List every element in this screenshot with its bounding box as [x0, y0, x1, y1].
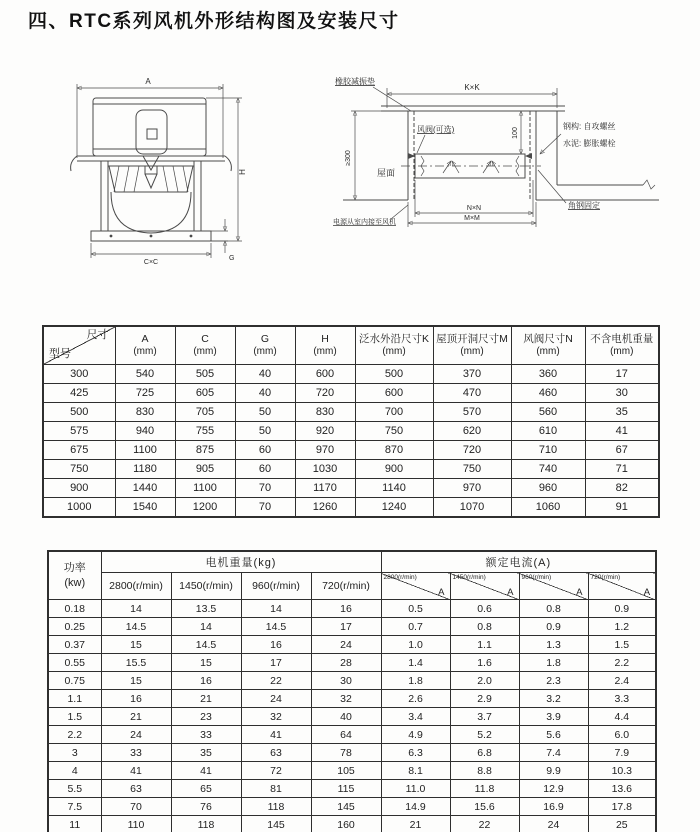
table-cell: 920	[295, 422, 355, 441]
dim-nn-label: N×N	[466, 205, 482, 212]
fan-front-view-drawing	[57, 70, 342, 272]
table-cell: 17	[241, 654, 311, 672]
table-cell: 6.8	[450, 744, 519, 762]
table-cell: 17	[311, 618, 381, 636]
cement-fixing-label: 水泥: 膨胀螺栓	[563, 139, 616, 148]
table-cell: 700	[355, 403, 433, 422]
motor-table-body	[48, 600, 656, 832]
table-cell: 41	[241, 726, 311, 744]
table-cell: 60	[235, 441, 295, 460]
table-cell: 24	[311, 636, 381, 654]
table-cell: 6.0	[588, 726, 656, 744]
table-cell: 33	[101, 744, 171, 762]
table-cell: 2.9	[450, 690, 519, 708]
table-cell: 76	[171, 798, 241, 816]
table-cell: 1.6	[450, 654, 519, 672]
table-cell: 1170	[295, 479, 355, 498]
table-cell: 3.7	[450, 708, 519, 726]
table-cell: 540	[115, 365, 175, 384]
table-cell: 1260	[295, 498, 355, 518]
dim-h-label: H	[238, 169, 247, 175]
dim-g-label: G	[229, 255, 235, 262]
model-cell: 300	[43, 365, 115, 384]
table-cell: 14	[101, 600, 171, 618]
table-cell: 1180	[115, 460, 175, 479]
table-cell: 40	[235, 365, 295, 384]
table-cell: 370	[433, 365, 511, 384]
table-cell: 14.5	[101, 618, 171, 636]
table-cell: 14.5	[171, 636, 241, 654]
power-cell: 0.55	[48, 654, 101, 672]
table-cell: 605	[175, 384, 235, 403]
table-cell: 41	[585, 422, 659, 441]
table-cell: 7.4	[519, 744, 588, 762]
model-cell: 675	[43, 441, 115, 460]
table-cell: 9.9	[519, 762, 588, 780]
table-cell: 0.6	[450, 600, 519, 618]
table-cell: 1100	[175, 479, 235, 498]
table-cell: 16	[101, 690, 171, 708]
table-cell: 64	[311, 726, 381, 744]
table-row	[48, 762, 656, 780]
table-cell: 1100	[115, 441, 175, 460]
column-header: H (mm)	[295, 326, 355, 365]
table-cell: 3.4	[381, 708, 450, 726]
power-cell: 1.5	[48, 708, 101, 726]
table-row	[43, 384, 659, 403]
table-cell: 50	[235, 403, 295, 422]
table-cell: 70	[235, 479, 295, 498]
table-cell: 2.0	[450, 672, 519, 690]
table-cell: 28	[311, 654, 381, 672]
table-row	[48, 744, 656, 762]
roof-label: 屋面	[377, 168, 396, 178]
table-cell: 72	[241, 762, 311, 780]
model-cell: 900	[43, 479, 115, 498]
group-header-current: 额定电流(A)	[381, 551, 656, 573]
table-cell: 145	[241, 816, 311, 832]
weight-col-header: 960(r/min)	[241, 573, 311, 600]
table-cell: 21	[171, 690, 241, 708]
column-header: 风阀尺寸N (mm)	[511, 326, 585, 365]
table-cell: 21	[381, 816, 450, 832]
table-cell: 11.8	[450, 780, 519, 798]
table-cell: 7.9	[588, 744, 656, 762]
table-cell: 16.9	[519, 798, 588, 816]
table-cell: 725	[115, 384, 175, 403]
table-cell: 81	[241, 780, 311, 798]
table-cell: 0.9	[519, 618, 588, 636]
table-cell: 875	[175, 441, 235, 460]
table-cell: 16	[241, 636, 311, 654]
current-col-header: 960(r/min) A	[519, 573, 588, 600]
table-cell: 25	[588, 816, 656, 832]
table-cell: 145	[311, 798, 381, 816]
table-cell: 50	[235, 422, 295, 441]
current-col-header: 1450(r/min) A	[450, 573, 519, 600]
table-cell: 118	[241, 798, 311, 816]
table-cell: 905	[175, 460, 235, 479]
table-cell: 1.8	[381, 672, 450, 690]
table-cell: 70	[235, 498, 295, 518]
table-row	[48, 780, 656, 798]
table-cell: 63	[101, 780, 171, 798]
table-cell: 11.0	[381, 780, 450, 798]
table-cell: 600	[355, 384, 433, 403]
table-cell: 3.9	[519, 708, 588, 726]
table-cell: 65	[171, 780, 241, 798]
table-cell: 1.3	[519, 636, 588, 654]
table-cell: 78	[311, 744, 381, 762]
table-row	[48, 618, 656, 636]
model-cell: 575	[43, 422, 115, 441]
table-cell: 41	[171, 762, 241, 780]
table-cell: 600	[295, 365, 355, 384]
table-cell: 35	[171, 744, 241, 762]
table-cell: 24	[519, 816, 588, 832]
table-row	[48, 600, 656, 618]
table-cell: 22	[241, 672, 311, 690]
table-cell: 30	[311, 672, 381, 690]
table-cell: 750	[433, 460, 511, 479]
table-cell: 5.6	[519, 726, 588, 744]
table-cell: 32	[311, 690, 381, 708]
power-cell: 5.5	[48, 780, 101, 798]
table-cell: 118	[171, 816, 241, 832]
table-cell: 1060	[511, 498, 585, 518]
table-cell: 24	[101, 726, 171, 744]
table-cell: 1030	[295, 460, 355, 479]
power-cell: 0.25	[48, 618, 101, 636]
installation-section-drawing	[333, 74, 700, 234]
table-cell: 3.3	[588, 690, 656, 708]
table-cell: 1070	[433, 498, 511, 518]
table-row	[43, 441, 659, 460]
table-cell: 14.9	[381, 798, 450, 816]
table-cell: 970	[433, 479, 511, 498]
table-cell: 2.2	[588, 654, 656, 672]
table-cell: 14	[241, 600, 311, 618]
table-cell: 15	[101, 636, 171, 654]
weight-col-header: 1450(r/min)	[171, 573, 241, 600]
table-row	[48, 708, 656, 726]
table-cell: 1.4	[381, 654, 450, 672]
table-cell: 900	[355, 460, 433, 479]
table-cell: 8.8	[450, 762, 519, 780]
table-cell: 705	[175, 403, 235, 422]
table-cell: 0.8	[519, 600, 588, 618]
dimension-table-section	[42, 325, 658, 518]
table-cell: 720	[295, 384, 355, 403]
table-cell: 1440	[115, 479, 175, 498]
table-cell: 23	[171, 708, 241, 726]
power-cell: 4	[48, 762, 101, 780]
table-cell: 16	[311, 600, 381, 618]
column-header: G (mm)	[235, 326, 295, 365]
weight-col-header: 720(r/min)	[311, 573, 381, 600]
table-cell: 2.6	[381, 690, 450, 708]
group-header-weight: 电机重量(kg)	[101, 551, 381, 573]
power-cell: 0.37	[48, 636, 101, 654]
table-cell: 0.9	[588, 600, 656, 618]
table-cell: 460	[511, 384, 585, 403]
table-cell: 505	[175, 365, 235, 384]
table-cell: 30	[585, 384, 659, 403]
table-cell: 610	[511, 422, 585, 441]
table-row	[43, 422, 659, 441]
table-cell: 40	[235, 384, 295, 403]
table-cell: 570	[433, 403, 511, 422]
table-cell: 12.9	[519, 780, 588, 798]
table-cell: 750	[355, 422, 433, 441]
table-cell: 560	[511, 403, 585, 422]
table-cell: 0.5	[381, 600, 450, 618]
table-cell: 71	[585, 460, 659, 479]
table-cell: 67	[585, 441, 659, 460]
power-cell: 3	[48, 744, 101, 762]
table-cell: 0.8	[450, 618, 519, 636]
table-cell: 15	[101, 672, 171, 690]
corner-label-size: 尺寸	[86, 329, 109, 341]
model-cell: 500	[43, 403, 115, 422]
table-row	[43, 460, 659, 479]
dim-a-label: A	[145, 77, 151, 86]
table-cell: 63	[241, 744, 311, 762]
table-cell: 2.3	[519, 672, 588, 690]
table-cell: 105	[311, 762, 381, 780]
table-row	[48, 690, 656, 708]
table-cell: 960	[511, 479, 585, 498]
damper-label: 风阀(可选)	[417, 125, 455, 134]
table-cell: 5.2	[450, 726, 519, 744]
table-cell: 1200	[175, 498, 235, 518]
table-cell: 4.9	[381, 726, 450, 744]
table-cell: 500	[355, 365, 433, 384]
table-row	[48, 636, 656, 654]
power-cell: 0.18	[48, 600, 101, 618]
column-header: 不含电机重量 (mm)	[585, 326, 659, 365]
table-cell: 17	[585, 365, 659, 384]
table-cell: 1.0	[381, 636, 450, 654]
power-cell: 0.75	[48, 672, 101, 690]
table-cell: 13.6	[588, 780, 656, 798]
table-cell: 870	[355, 441, 433, 460]
table-cell: 24	[241, 690, 311, 708]
table-cell: 60	[235, 460, 295, 479]
power-cell: 11	[48, 816, 101, 832]
motor-table-section	[47, 550, 655, 832]
model-cell: 1000	[43, 498, 115, 518]
power-header: 功率 (kw)	[48, 551, 101, 600]
dim-cc-label: C×C	[143, 259, 159, 266]
table-cell: 1.1	[450, 636, 519, 654]
table-cell: 10.3	[588, 762, 656, 780]
table-cell: 15	[171, 654, 241, 672]
steel-fixing-label: 钢构: 自攻螺丝	[563, 122, 616, 131]
table-row	[43, 479, 659, 498]
table-cell: 40	[311, 708, 381, 726]
table-row	[48, 726, 656, 744]
table-cell: 160	[311, 816, 381, 832]
table-row	[48, 816, 656, 832]
table-row	[48, 672, 656, 690]
table-row	[43, 498, 659, 518]
table-row	[48, 654, 656, 672]
dimensions-table	[42, 325, 660, 518]
table-cell: 620	[433, 422, 511, 441]
angle-steel-label: 角钢固定	[568, 201, 600, 210]
model-cell: 425	[43, 384, 115, 403]
table-cell: 70	[101, 798, 171, 816]
rubber-pad-label: 橡胶减振垫	[335, 77, 375, 86]
current-col-header: 2800(r/min) A	[381, 573, 450, 600]
table-cell: 115	[311, 780, 381, 798]
table-cell: 2.4	[588, 672, 656, 690]
table-cell: 41	[101, 762, 171, 780]
corner-label-model: 型号	[49, 348, 71, 361]
column-header: C (mm)	[175, 326, 235, 365]
table-cell: 1.5	[588, 636, 656, 654]
table-cell: 830	[115, 403, 175, 422]
table-cell: 35	[585, 403, 659, 422]
model-cell: 750	[43, 460, 115, 479]
table-cell: 1240	[355, 498, 433, 518]
table-cell: 17.8	[588, 798, 656, 816]
table-cell: 13.5	[171, 600, 241, 618]
page-title: 四、RTC系列风机外形结构图及安装尺寸	[28, 11, 400, 32]
table-cell: 14	[171, 618, 241, 636]
table-cell: 16	[171, 672, 241, 690]
table-row	[43, 365, 659, 384]
table-cell: 720	[433, 441, 511, 460]
table-cell: 830	[295, 403, 355, 422]
power-cell: 1.1	[48, 690, 101, 708]
table-row	[48, 798, 656, 816]
table-cell: 3.2	[519, 690, 588, 708]
dimensions-table-body	[43, 365, 659, 518]
table-cell: 940	[115, 422, 175, 441]
corner-header-cell	[43, 326, 115, 365]
power-cell: 7.5	[48, 798, 101, 816]
power-cell: 2.2	[48, 726, 101, 744]
dim-mm-label: M×M	[464, 215, 480, 222]
table-cell: 755	[175, 422, 235, 441]
table-cell: 82	[585, 479, 659, 498]
table-cell: 1.8	[519, 654, 588, 672]
table-cell: 4.4	[588, 708, 656, 726]
dim-300-label: ≥300	[345, 150, 352, 166]
table-cell: 32	[241, 708, 311, 726]
weight-col-header: 2800(r/min)	[101, 573, 171, 600]
table-cell: 1140	[355, 479, 433, 498]
table-cell: 470	[433, 384, 511, 403]
table-cell: 360	[511, 365, 585, 384]
column-header: 屋顶开洞尺寸M (mm)	[433, 326, 511, 365]
table-cell: 1540	[115, 498, 175, 518]
table-cell: 15.6	[450, 798, 519, 816]
table-cell: 110	[101, 816, 171, 832]
table-row	[43, 403, 659, 422]
power-lead-label: 电源从室内接至风机	[333, 219, 396, 226]
table-cell: 15.5	[101, 654, 171, 672]
table-cell: 91	[585, 498, 659, 518]
column-header: 泛水外沿尺寸K (mm)	[355, 326, 433, 365]
motor-table	[47, 550, 657, 832]
current-col-header: 720(r/min) A	[588, 573, 656, 600]
table-cell: 22	[450, 816, 519, 832]
dim-kk-label: K×K	[464, 83, 480, 92]
table-cell: 14.5	[241, 618, 311, 636]
table-cell: 710	[511, 441, 585, 460]
table-cell: 6.3	[381, 744, 450, 762]
table-cell: 21	[101, 708, 171, 726]
table-cell: 8.1	[381, 762, 450, 780]
table-cell: 1.2	[588, 618, 656, 636]
column-header: A (mm)	[115, 326, 175, 365]
table-cell: 740	[511, 460, 585, 479]
table-cell: 970	[295, 441, 355, 460]
dim-100-label: 100	[512, 127, 519, 139]
table-cell: 0.7	[381, 618, 450, 636]
table-cell: 33	[171, 726, 241, 744]
